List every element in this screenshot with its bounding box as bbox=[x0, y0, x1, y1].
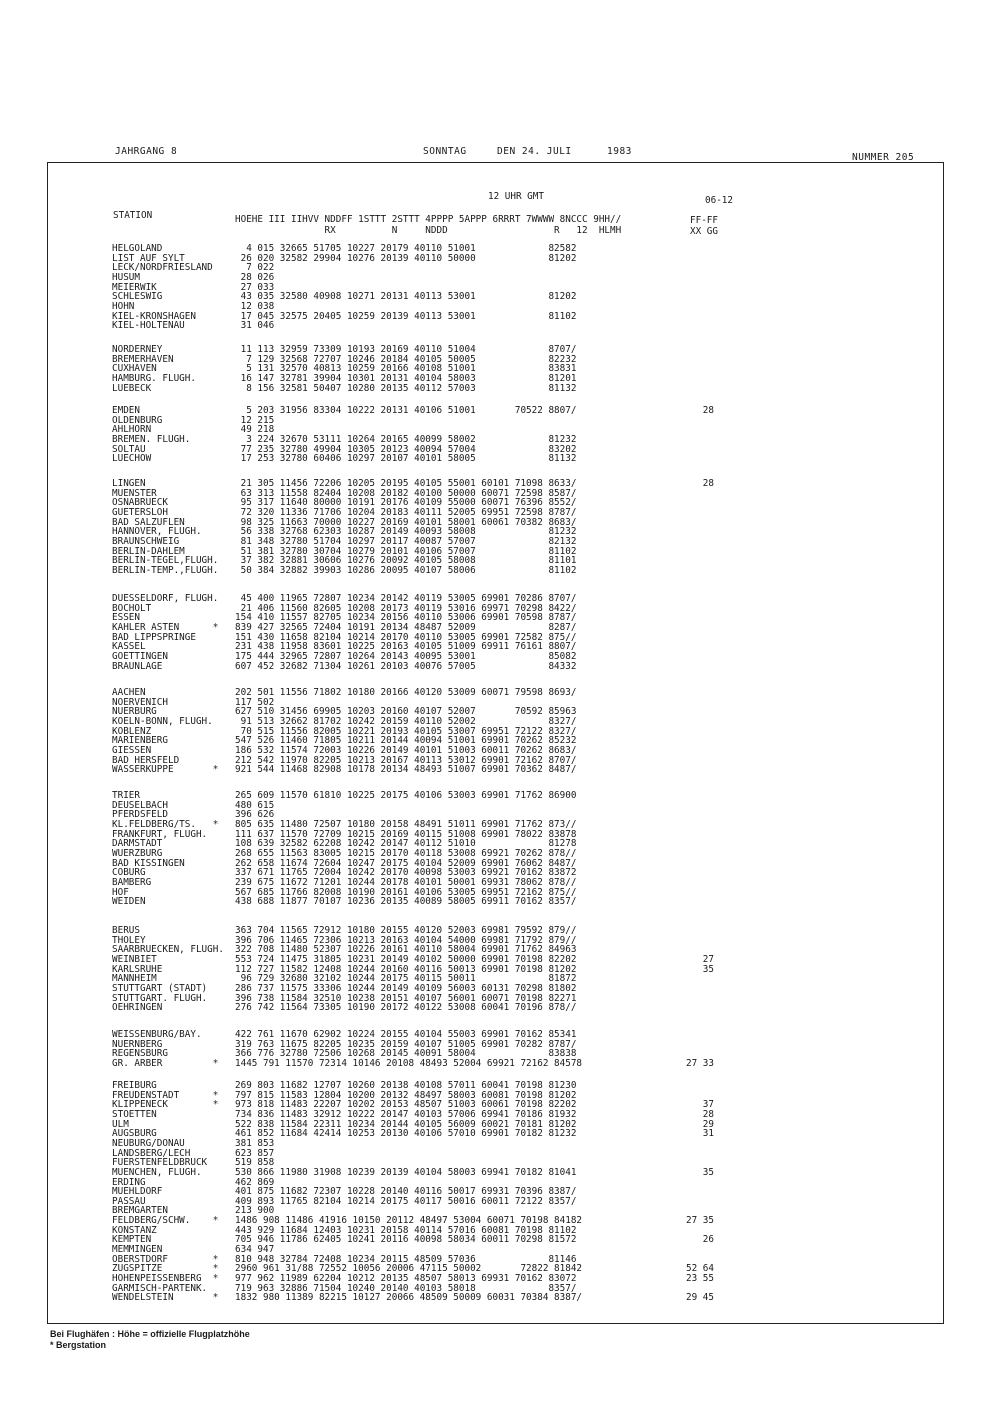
station-name: PASSAU bbox=[112, 1195, 146, 1207]
station-name: KLIPPENECK * bbox=[112, 1099, 219, 1111]
station-name: FUERSTENFELDBRUCK bbox=[112, 1157, 208, 1169]
station-row bbox=[0, 566, 1000, 576]
station-data: 530 866 11980 31908 10239 20139 40104 58003 69941 70182 81041 bbox=[235, 1166, 577, 1178]
station-name: BREMERHAVEN bbox=[112, 353, 174, 365]
station-name: ULM bbox=[112, 1118, 129, 1130]
station-data: 96 729 32680 32102 10244 20175 40115 50011 81872 bbox=[235, 973, 577, 985]
station-ff: 23 55 bbox=[686, 1273, 714, 1284]
station-data: 461 852 11684 42414 10253 20130 40106 57010 69901 70182 81232 bbox=[235, 1128, 577, 1140]
station-name: WASSERKUPPE * bbox=[112, 764, 219, 776]
station-name: OEHRINGEN bbox=[112, 1002, 163, 1014]
station-data: 401 875 11682 72307 10228 20140 40116 50017 69931 70396 8387/ bbox=[235, 1186, 577, 1198]
station-ff: 28 bbox=[686, 405, 714, 416]
station-data: 17 253 32780 60406 10297 20107 40101 58005 81132 bbox=[235, 453, 577, 465]
station-data: 81 348 32780 51704 10297 20117 40087 57007 82132 bbox=[235, 535, 577, 547]
station-data: 16 147 32781 39904 10301 20131 40104 58003 81201 bbox=[235, 372, 577, 384]
station-name: KASSEL bbox=[112, 641, 146, 653]
period-label: 06-12 bbox=[705, 195, 733, 206]
station-data: 213 900 bbox=[235, 1205, 275, 1217]
station-data: 268 655 11563 83005 10215 20170 40118 53008 69921 70262 878// bbox=[235, 847, 577, 859]
station-name: GOETTINGEN bbox=[112, 650, 168, 662]
footnote-airports: Bei Flughäfen : Höhe = offizielle Flugplatzhöhe bbox=[50, 1329, 250, 1339]
station-ff: 35 bbox=[686, 1166, 714, 1178]
station-data: 231 438 11958 83601 10225 20163 40105 51009 69911 76161 8807/ bbox=[235, 641, 577, 653]
station-name: SOLTAU bbox=[112, 443, 146, 455]
station-name: BAD SALZUFLEN bbox=[112, 516, 185, 528]
station-name: BOCHOLT bbox=[112, 602, 152, 614]
station-data: 553 724 11475 31805 10231 20149 40102 50000 69901 70198 82202 bbox=[235, 953, 577, 965]
station-ff: 27 bbox=[686, 953, 714, 965]
station-row bbox=[0, 292, 1000, 302]
station-name: NUERBURG bbox=[112, 706, 157, 718]
station-data: 519 858 bbox=[235, 1157, 275, 1169]
station-data: 422 761 11670 62902 10224 20155 40104 55003 69901 70162 85341 bbox=[235, 1029, 577, 1040]
station-name: BRAUNSCHWEIG bbox=[112, 535, 180, 547]
station-data: 17 045 32575 20405 10259 20139 40113 53001 81102 bbox=[235, 310, 577, 322]
station-row bbox=[0, 1003, 1000, 1013]
station-name: CUXHAVEN bbox=[112, 363, 157, 375]
station-data: 627 510 31456 69905 10203 20160 40107 52007 70592 85963 bbox=[235, 706, 577, 718]
station-data: 12 215 bbox=[235, 414, 275, 426]
station-name: WEISSENBURG/BAY. bbox=[112, 1029, 202, 1040]
code-columns-header: HOEHE III IIHVV NDDFF 1STTT 2STTT 4PPPP 5APPP 6RRRT 7WWWW 8NCCC 9HH// bbox=[235, 214, 622, 225]
station-name: NUERNBERG bbox=[112, 1038, 163, 1050]
station-data: 276 742 11564 73305 10190 20172 40122 53008 60041 70196 878// bbox=[235, 1002, 577, 1014]
station-row bbox=[0, 1168, 1000, 1178]
station-name: OSNABRUECK bbox=[112, 497, 168, 509]
station-name: MUENCHEN, FLUGH. bbox=[112, 1166, 202, 1178]
station-name: WUERZBURG bbox=[112, 847, 163, 859]
station-name: BERUS bbox=[112, 925, 140, 936]
station-data: 396 706 11465 72306 10213 20163 40104 54000 69981 71792 879// bbox=[235, 934, 577, 946]
station-name: KOELN-BONN, FLUGH. bbox=[112, 715, 213, 727]
station-data: 37 382 32881 30606 10276 20092 40105 58008 81101 bbox=[235, 555, 577, 567]
station-name: MANNHEIM bbox=[112, 973, 157, 985]
station-name: STOETTEN bbox=[112, 1108, 157, 1120]
station-ff: 29 45 bbox=[686, 1292, 714, 1304]
station-data: 337 671 11765 72004 10242 20170 40098 53003 69921 70162 83872 bbox=[235, 867, 577, 879]
station-data: 977 962 11989 62204 10212 20135 48507 58013 69931 70162 83072 bbox=[235, 1273, 577, 1284]
station-name: NEUBURG/DONAU bbox=[112, 1137, 185, 1149]
station-ff: 29 bbox=[686, 1118, 714, 1130]
station-data: 634 947 bbox=[235, 1244, 275, 1256]
station-data: 547 526 11460 71805 10211 20144 40094 51001 69901 70262 85232 bbox=[235, 735, 577, 747]
station-data: 1445 791 11570 72314 10146 20108 48493 52004 69921 72162 84578 bbox=[235, 1057, 583, 1069]
station-data: 12 038 bbox=[235, 300, 275, 312]
station-name: AACHEN bbox=[112, 687, 146, 698]
station-name: KARLSRUHE bbox=[112, 963, 163, 975]
station-name: OBERSTDORF * bbox=[112, 1253, 219, 1265]
station-name: HUSUM bbox=[112, 271, 140, 283]
station-name: DARMSTADT bbox=[112, 838, 163, 850]
station-data: 5 203 31956 83304 10222 20131 40106 51001 70522 8807/ bbox=[235, 405, 577, 416]
station-name: OLDENBURG bbox=[112, 414, 163, 426]
station-ff: 52 64 bbox=[686, 1263, 714, 1275]
year-label: 1983 bbox=[607, 146, 632, 157]
station-data: 719 963 32886 71504 10240 20140 40103 58018 8357/ bbox=[235, 1282, 577, 1294]
station-name: SAARBRUECKEN, FLUGH. bbox=[112, 944, 224, 956]
code-columns-subheader: RX N NDDD R 12 HLMH bbox=[235, 225, 622, 236]
station-data: 269 803 11682 12707 10260 20138 40108 57011 60041 70198 81230 bbox=[235, 1080, 577, 1091]
station-ff: 26 bbox=[686, 1234, 714, 1246]
station-data: 151 430 11658 82104 10214 20170 40110 53005 69901 72582 875// bbox=[235, 631, 577, 643]
station-name: LECK/NORDFRIESLAND bbox=[112, 262, 213, 274]
station-row bbox=[0, 765, 1000, 775]
station-name: STUTTGART. FLUGH. bbox=[112, 992, 208, 1004]
station-name: GR. ARBER * bbox=[112, 1057, 219, 1069]
station-name: MEMMINGEN bbox=[112, 1244, 163, 1256]
station-name: MEIERWIK bbox=[112, 281, 157, 293]
station-data: 366 776 32780 72506 10268 20145 40091 58004 83838 bbox=[235, 1048, 577, 1060]
station-data: 286 737 11575 33306 10244 20149 40109 56003 60131 70298 81802 bbox=[235, 982, 577, 994]
station-data: 91 513 32662 81702 10242 20159 40110 52002 8327/ bbox=[235, 715, 577, 727]
station-data: 51 381 32780 30704 10279 20101 40106 57007 81102 bbox=[235, 545, 577, 557]
station-name: PFERDSFELD bbox=[112, 809, 168, 821]
station-data: 63 313 11558 82404 10208 20182 40100 50000 60071 72598 8587/ bbox=[235, 487, 577, 499]
station-name: KAHLER ASTEN * bbox=[112, 621, 219, 633]
footnote-mountain-station: * Bergstation bbox=[50, 1340, 107, 1350]
station-data: 49 218 bbox=[235, 424, 275, 436]
station-data: 262 658 11674 72604 10247 20175 40104 52009 69901 76062 8487/ bbox=[235, 857, 577, 869]
station-data: 921 544 11468 82908 10178 20134 48493 51007 69901 70362 8487/ bbox=[235, 764, 577, 776]
station-row bbox=[0, 321, 1000, 331]
station-data: 8 156 32581 50407 10280 20135 40112 57003 81132 bbox=[235, 382, 577, 394]
station-name: BERLIN-TEMP.,FLUGH. bbox=[112, 564, 219, 576]
station-data: 2960 961 31/88 72552 10056 20006 47115 50002 72822 81842 bbox=[235, 1263, 583, 1275]
station-name: EMDEN bbox=[112, 405, 140, 416]
station-name: LINGEN bbox=[112, 478, 146, 489]
station-data: 239 675 11672 71201 10244 20178 40101 50001 69931 78062 878// bbox=[235, 876, 577, 888]
station-data: 1486 908 11486 41916 10150 20112 48497 53004 60071 70198 84182 bbox=[235, 1215, 583, 1227]
station-name: KONSTANZ bbox=[112, 1224, 157, 1236]
station-name: ZUGSPITZE * bbox=[112, 1263, 219, 1275]
station-ff: 27 35 bbox=[686, 1215, 714, 1227]
station-data: 186 532 11574 72003 10226 20149 40101 51003 60011 70262 8683/ bbox=[235, 744, 577, 756]
station-data: 438 688 11877 70107 10236 20135 40089 58005 69911 70162 8357/ bbox=[235, 896, 577, 908]
station-data: 112 727 11582 12408 10244 20160 40116 50013 69901 70198 81202 bbox=[235, 963, 577, 975]
station-ff: 31 bbox=[686, 1128, 714, 1140]
station-name: LANDSBERG/LECH bbox=[112, 1147, 191, 1159]
station-name: BREMEN. FLUGH. bbox=[112, 433, 191, 445]
station-data: 797 815 11583 12804 10200 20132 48497 58003 60081 70198 81202 bbox=[235, 1089, 577, 1101]
station-data: 480 615 bbox=[235, 799, 275, 811]
ff-column-header: FF-FF bbox=[690, 215, 718, 226]
station-name: STUTTGART (STADT) bbox=[112, 982, 208, 994]
station-ff: 35 bbox=[686, 963, 714, 975]
station-data: 319 763 11675 82205 10235 20159 40107 51005 69901 70282 8787/ bbox=[235, 1038, 577, 1050]
station-name: DUESSELDORF, FLUGH. bbox=[112, 593, 219, 604]
station-name: WEIDEN bbox=[112, 896, 146, 908]
station-name: BERLIN-TEGEL,FLUGH. bbox=[112, 555, 219, 567]
station-data: 98 325 11663 70000 10227 20169 40101 58001 60061 70382 8683/ bbox=[235, 516, 577, 528]
station-name: BAMBERG bbox=[112, 876, 152, 888]
station-name: TRIER bbox=[112, 790, 140, 801]
station-name: HOHENPEISSENBERG * bbox=[112, 1273, 219, 1284]
station-data: 396 626 bbox=[235, 809, 275, 821]
station-ff: 27 33 bbox=[686, 1057, 714, 1069]
station-name: LIST AUF SYLT bbox=[112, 252, 185, 264]
station-name: KEMPTEN bbox=[112, 1234, 152, 1246]
station-data: 363 704 11565 72912 10180 20155 40120 52003 69981 79592 879// bbox=[235, 925, 577, 936]
station-data: 50 384 32882 39903 10286 20095 40107 58006 81102 bbox=[235, 564, 577, 576]
station-name: MUENSTER bbox=[112, 487, 157, 499]
station-name: FREUDENSTADT * bbox=[112, 1089, 219, 1101]
station-name: BAD LIPPSPRINGE bbox=[112, 631, 196, 643]
station-data: 396 738 11584 32510 10238 20151 40107 56001 60071 70198 82271 bbox=[235, 992, 577, 1004]
station-name: HANNOVER, FLUGH. bbox=[112, 526, 202, 538]
station-column-header: STATION bbox=[113, 210, 153, 221]
station-name: FRANKFURT, FLUGH. bbox=[112, 828, 208, 840]
station-name: GIESSEN bbox=[112, 744, 152, 756]
station-name: SCHLESWIG bbox=[112, 291, 163, 303]
station-data: 462 869 bbox=[235, 1176, 275, 1188]
station-row bbox=[0, 897, 1000, 907]
station-name: KIEL-KRONSHAGEN bbox=[112, 310, 196, 322]
station-name: GUETERSLOH bbox=[112, 506, 168, 518]
jahrgang-label: JAHRGANG 8 bbox=[115, 146, 178, 157]
station-name: LUECHOW bbox=[112, 453, 152, 465]
station-data: 154 410 11557 82705 10234 20156 40110 53006 69901 70598 8787/ bbox=[235, 612, 577, 624]
station-name: BRAUNLAGE bbox=[112, 660, 163, 672]
station-name: WENDELSTEIN * bbox=[112, 1292, 219, 1304]
station-data: 623 857 bbox=[235, 1147, 275, 1159]
station-data: 567 685 11766 82008 10190 20161 40106 53005 69951 72162 875// bbox=[235, 886, 577, 898]
station-row bbox=[0, 263, 1000, 273]
station-ff: 28 bbox=[686, 478, 714, 489]
station-name: LUEBECK bbox=[112, 382, 152, 394]
station-name: ESSEN bbox=[112, 612, 140, 624]
station-data: 77 235 32780 49904 10305 20123 40094 57004 83202 bbox=[235, 443, 577, 455]
station-name: AUGSBURG bbox=[112, 1128, 157, 1140]
station-data: 11 113 32959 73309 10193 20169 40110 51004 8707/ bbox=[235, 344, 577, 355]
station-name: NORDERNEY bbox=[112, 344, 163, 355]
station-name: HOF bbox=[112, 886, 129, 898]
station-data: 7 022 bbox=[235, 262, 275, 274]
observation-time: 12 UHR GMT bbox=[488, 191, 544, 202]
station-ff: 37 bbox=[686, 1099, 714, 1111]
station-name: ERDING bbox=[112, 1176, 146, 1188]
station-data: 26 020 32582 29904 10276 20139 40110 50000 81202 bbox=[235, 252, 577, 264]
station-data: 56 338 32768 62303 10287 20149 40093 58008 81232 bbox=[235, 526, 577, 538]
station-name: GARMISCH-PARTENK. bbox=[112, 1282, 208, 1294]
station-name: FELDBERG/SCHW. * bbox=[112, 1215, 219, 1227]
station-data: 72 320 11336 71706 10204 20183 40111 52005 69951 72598 8787/ bbox=[235, 506, 577, 518]
station-data: 3 224 32670 53111 10264 20165 40099 58002 81232 bbox=[235, 433, 577, 445]
station-data: 381 853 bbox=[235, 1137, 275, 1149]
station-row bbox=[0, 1059, 1000, 1069]
station-data: 111 637 11570 72709 10215 20169 40115 51008 69901 78022 83878 bbox=[235, 828, 577, 840]
station-data: 705 946 11786 62405 10241 20116 40098 58034 60011 70298 81572 bbox=[235, 1234, 577, 1246]
station-name: KOBLENZ bbox=[112, 725, 152, 737]
station-data: 7 129 32568 72707 10246 20184 40105 50005 82232 bbox=[235, 353, 577, 365]
station-name: BERLIN-DAHLEM bbox=[112, 545, 185, 557]
station-data: 43 035 32580 40908 10271 20131 40113 53001 81202 bbox=[235, 291, 577, 303]
station-data: 4 015 32665 51705 10227 20179 40110 51001 82582 bbox=[235, 243, 577, 254]
station-name: DEUSELBACH bbox=[112, 799, 168, 811]
station-data: 27 033 bbox=[235, 281, 275, 293]
station-name: THOLEY bbox=[112, 934, 146, 946]
station-name: BAD KISSINGEN bbox=[112, 857, 185, 869]
issue-number: NUMMER 205 bbox=[852, 152, 915, 163]
station-data: 108 639 32582 62208 10242 20147 40112 51010 81278 bbox=[235, 838, 577, 850]
station-row bbox=[0, 384, 1000, 394]
station-name: MUEHLDORF bbox=[112, 1186, 163, 1198]
station-name: KIEL-HOLTENAU bbox=[112, 320, 185, 332]
station-data: 45 400 11965 72807 10234 20142 40119 53005 69901 70286 8707/ bbox=[235, 593, 577, 604]
station-data: 522 838 11584 22311 10234 20144 40105 56009 60021 70181 81202 bbox=[235, 1118, 577, 1130]
station-name: HELGOLAND bbox=[112, 243, 163, 254]
station-data: 31 046 bbox=[235, 320, 275, 332]
station-name: WEINBIET bbox=[112, 953, 157, 965]
station-name: HOHN bbox=[112, 300, 135, 312]
station-row bbox=[0, 662, 1000, 672]
station-ff: 28 bbox=[686, 1108, 714, 1120]
station-name: BAD HERSFELD bbox=[112, 754, 180, 766]
station-name: HAMBURG. FLUGH. bbox=[112, 372, 196, 384]
station-data: 212 542 11970 82205 10213 20167 40113 53012 69901 72162 8707/ bbox=[235, 754, 577, 766]
station-row bbox=[0, 1293, 1000, 1303]
station-data: 322 708 11480 52307 10226 20161 40110 58004 69901 71762 84963 bbox=[235, 944, 577, 956]
station-data: 95 317 11640 80000 10191 20176 40109 55000 60071 76396 8552/ bbox=[235, 497, 577, 509]
station-name: AHLHORN bbox=[112, 424, 152, 436]
station-data: 973 818 11483 22207 10202 20153 48507 51003 60061 70198 82202 bbox=[235, 1099, 577, 1111]
station-data: 839 427 32565 72404 10191 20134 48487 52009 8287/ bbox=[235, 621, 577, 633]
date-label: DEN 24. JULI bbox=[497, 146, 572, 157]
station-name: FREIBURG bbox=[112, 1080, 157, 1091]
station-row bbox=[0, 454, 1000, 464]
station-name: COBURG bbox=[112, 867, 146, 879]
ff-column-subheader: XX GG bbox=[690, 226, 718, 237]
station-data: 21 406 11560 82605 10208 20173 40119 53016 69971 70298 8422/ bbox=[235, 602, 577, 614]
station-name: KL.FELDBERG/TS. * bbox=[112, 818, 219, 830]
station-data: 21 305 11456 72206 10205 20195 40105 55001 60101 71098 8633/ bbox=[235, 478, 577, 489]
station-data: 805 635 11480 72507 10180 20158 48491 51011 69901 71762 873// bbox=[235, 818, 577, 830]
station-data: 810 948 32784 72408 10234 20115 48509 57036 81146 bbox=[235, 1253, 577, 1265]
station-data: 5 131 32570 40813 10259 20166 40108 51001 83831 bbox=[235, 363, 577, 375]
station-name: BREMGARTEN bbox=[112, 1205, 168, 1217]
station-data: 70 515 11556 82005 10221 20193 40105 53007 69951 72122 8327/ bbox=[235, 725, 577, 737]
station-name: NOERVENICH bbox=[112, 696, 168, 708]
station-data: 202 501 11556 71802 10180 20166 40120 53009 60071 79598 8693/ bbox=[235, 687, 577, 698]
station-data: 28 026 bbox=[235, 271, 275, 283]
station-data: 734 836 11483 32912 10222 20147 40103 57006 69941 70186 81932 bbox=[235, 1108, 577, 1120]
station-data: 265 609 11570 61810 10225 20175 40106 53003 69901 71762 86900 bbox=[235, 790, 577, 801]
station-data: 443 929 11684 12403 10231 20158 40114 57016 60081 70198 81102 bbox=[235, 1224, 577, 1236]
station-data: 607 452 32682 71304 10261 20103 40076 57005 84332 bbox=[235, 660, 577, 672]
station-data: 409 893 11765 82104 10214 20175 40117 50016 60011 72122 8357/ bbox=[235, 1195, 577, 1207]
station-data: 175 444 32965 72807 10264 20143 40095 53001 85082 bbox=[235, 650, 577, 662]
station-name: REGENSBURG bbox=[112, 1048, 168, 1060]
station-name: MARIENBERG bbox=[112, 735, 168, 747]
day-label: SONNTAG bbox=[423, 146, 467, 157]
station-data: 1832 980 11389 82215 10127 20066 48509 50009 60031 70384 8387/ bbox=[235, 1292, 583, 1304]
station-data: 117 502 bbox=[235, 696, 275, 708]
